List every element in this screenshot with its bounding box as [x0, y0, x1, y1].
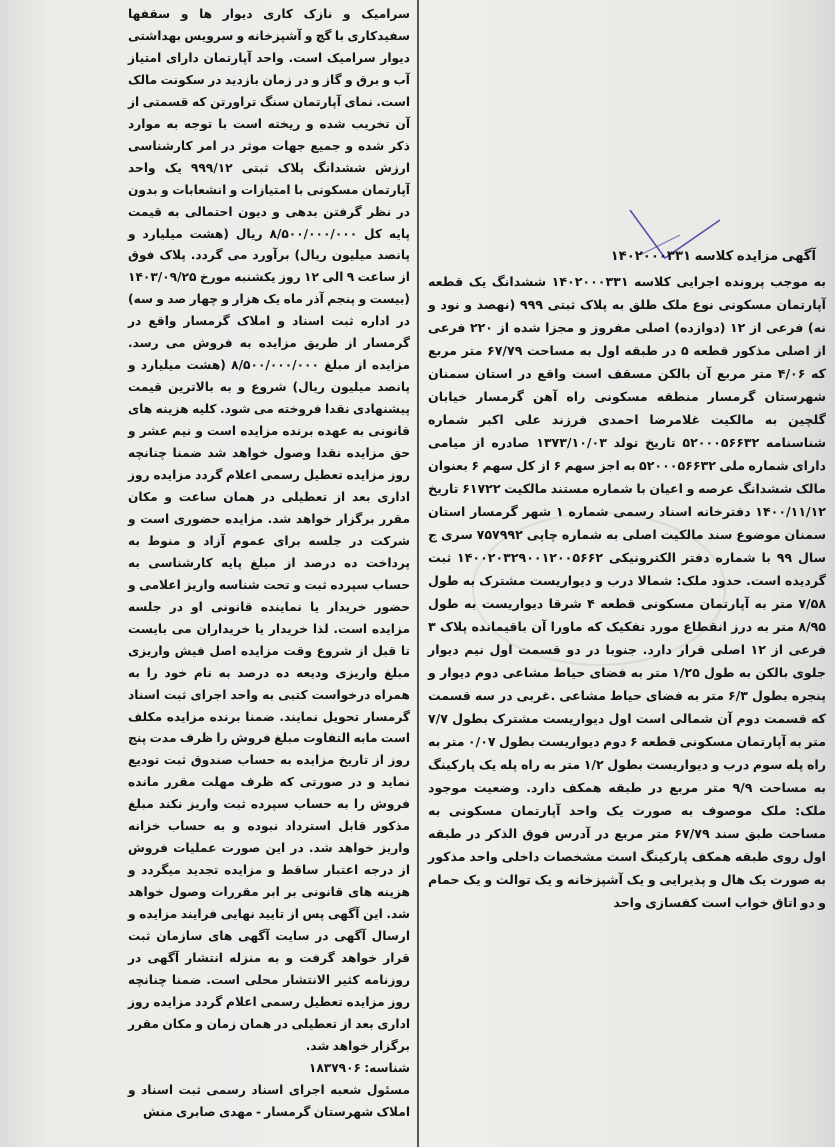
ad-left-column — [128, 4, 410, 1124]
ad-body: به موجب پرونده اجرایی کلاسه ۱۴۰۲۰۰۰۳۳۱ ششدانگ یک قطعه آپارتمان مسکونی نوع ملک طلق به پلاک ثبتی ۹۹۹ (نهصد و نود و نه) فرعی از ۱۲ (دوازده) اصلی مفروز و مجزا شده از ۲۲۰ فرعی از اصلی مذکور قطعه ۵ در طبقه اول به مساحت ۶۷/۷۹ متر مربع که ۴/۰۶ متر مربع آن بالکن مسقف است واقع در استان سمنان شهرستان گرمسار منطقه مسکونی راه آهن گرمسار خیابان گلچین به مالکیت غلامرضا احمدی فرزند علی اکبر شماره شناسنامه ۵۲۰۰۰۵۶۶۳۲ تاریخ تولد ۱۳۷۳/۱۰/۰۳ صادره از میامی دارای شماره ملی ۵۲۰۰۰۵۶۶۳۲ به اجز سهم ۶ از کل سهم ۶ بعنوان مالک ششدانگ عرصه و اعیان با شماره مستند مالکیت ۶۱۷۲۲ تاریخ ۱۴۰۰/۱۱/۱۲ دفترخانه اسناد رسمی شماره ۱ شهر گرمسار استان سمنان موضوع سند مالکیت اصلی به شماره چاپی ۷۵۷۹۹۲ سری ج سال ۹۹ با شماره دفتر الکترونیکی ۱۴۰۰۲۰۳۲۹۰۰۱۲۰۰۵۶۶۲ ثبت گردیده است. حدود ملک: شمالا درب و دیواریست مشترک به طول ۷/۵۸ متر به آپارتمان مسکونی قطعه ۴ شرقا دیواریست به طول ۸/۹۵ متر به درز انقطاع مورد تفکیک که ماورا آن باقیمانده پلاک ۳ فرعی از ۱۲ اصلی قرار دارد. جنوبا در دو قسمت اول نیم دیوار جلوی بالکن به طول ۱/۲۵ متر به فضای حیاط مشاعی دوم دیوار و پنجره بطول ۶/۳ متر به فضای حیاط مشاعی .غربی در سه قسمت که قسمت دوم آن شمالی است اول دیواریست مشترک بطول ۷/۷ متر به آپارتمان مسکونی قطعه ۶ دوم دیواریست بطول ۰/۰۷ متر به راه پله سوم درب و دیواریست بطول ۱/۲ متر به راه پله یک پارکینگ به مساحت ۹/۹ متر مربع در طبقه همکف دارد. وضعیت موجود ملک: ملک موصوف به صورت یک واحد آپارتمان مسکونی به مساحت طبق سند ۶۷/۷۹ متر مربع در آدرس فوق الذکر در طبقه اول روی طبقه همکف پارکینگ است مشخصات داخلی واحد مذکور به صورت یک هال و پذیرایی و یک آشپزخانه و یک توالت و یک حمام و دو اتاق خواب است کفسازی واحد — [428, 274, 826, 910]
ad-signature: مسئول شعبه اجرای اسناد رسمی ثبت اسناد و املاک شهرستان گرمسار - مهدی صابری منش — [128, 1082, 410, 1119]
column-divider — [417, 0, 419, 1147]
ad-title: آگهی مزایده کلاسه ۱۴۰۲۰۰۰۳۳۱ — [610, 249, 816, 264]
ad-body-continued: سرامیک و نازک کاری دیوار ها و سقفها سفیدکاری با گچ و آشپزخانه و سرویس بهداشتی دیوار سرامیک است. واحد آپارتمان دارای امتیاز آب و برق و گاز و در زمان بازدید در سکونت مالک است. نمای آپارتمان سنگ تراورتن که قسمتی از آن تخریب شده و ریخته است با توجه به موارد ذکر شده و جمیع جهات موثر در امر کارشناسی ارزش ششدانگ پلاک ثبتی ۹۹۹/۱۲ یک واحد آپارتمان مسکونی با امتیازات و انشعابات و بدون در نظر گرفتن بدهی و دیون احتمالی به قیمت پایه کل ۸/۵۰۰/۰۰۰/۰۰۰ ریال (هشت میلیارد و پانصد میلیون ریال) برآورد می گردد. پلاک فوق از ساعت ۹ الی ۱۲ روز یکشنبه مورخ ۱۴۰۳/۰۹/۲۵ (بیست و پنجم آذر ماه یک هزار و چهار صد و سه) در اداره ثبت اسناد و املاک گرمسار واقع در گرمسار از طریق مزایده به فروش می رسد. مزایده از مبلغ ۸/۵۰۰/۰۰۰/۰۰۰ (هشت میلیارد و پانصد میلیون ریال) شروع و به بالاترین قیمت پیشنهادی نقدا فروخته می شود. کلیه هزینه های قانونی به عهده برنده مزایده است و نیم عشر و حق مزایده نقدا وصول خواهد شد ضمنا چنانچه روز مزایده تعطیل رسمی اعلام گردد مزایده روز اداری بعد از تعطیلی در همان ساعت و مکان مقرر برگزار خواهد شد. مزایده حضوری است و شرکت در جلسه برای عموم آزاد و منوط به پرداخت ده درصد از مبلغ پایه کارشناسی به حساب سپرده ثبت و تحت شناسه واریز اعلامی و حضور خریدار یا نماینده قانونی او در جلسه مزایده است. لذا خریدار یا خریداران می بایست تا قبل از شروع وقت مزایده اصل فیش واریزی مبلغ واریزی ودیعه ده درصد به نام خود را به همراه درخواست کتبی به واحد اجرای ثبت اسناد گرمسار تحویل نمایند. ضمنا برنده مزایده مکلف است مابه التفاوت مبلغ فروش را ظرف مدت پنج روز از تاریخ مزایده به حساب صندوق ثبت تودیع نماید و در صورتی که ظرف مهلت مقرر مانده فروش را به حساب سپرده ثبت واریز نکند مبلغ مذکور قابل استرداد نبوده و به حساب خزانه واریز خواهد شد. در این صورت عملیات فروش از درجه اعتبار ساقط و مزایده تجدید میگردد و هزینه های قانونی بر ابر مقررات وصول خواهد شد. این آگهی پس از تایید نهایی فرایند مزایده و ارسال آگهی در سایت آگهی های سازمان ثبت قرار خواهد گرفت و به منزله انتشار آگهی در روزنامه کثیر الانتشار محلی است. ضمنا چنانچه روز مزایده تعطیل رسمی اعلام گردد مزایده روز اداری بعد از تعطیلی در همان زمان و مکان مقرر برگزار خواهد شد. — [128, 7, 411, 1053]
ad-id-line: شناسه: ۱۸۳۷۹۰۶ — [308, 1060, 410, 1075]
ad-right-column — [428, 246, 826, 914]
